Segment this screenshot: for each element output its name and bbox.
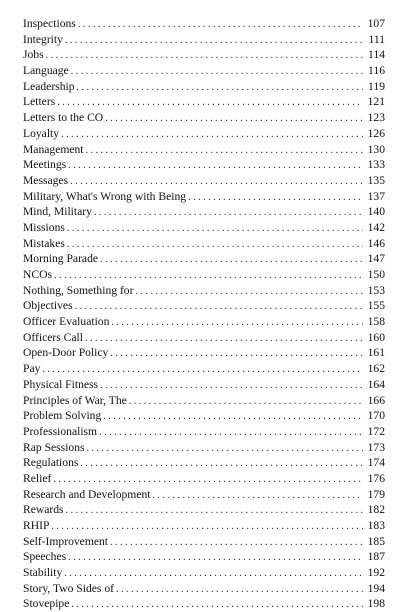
toc-entry-page: 194: [367, 581, 385, 595]
toc-entry-page: 150: [367, 268, 385, 281]
toc-entry: [23, 94, 385, 110]
toc-entry: [23, 32, 385, 48]
toc-entry-title: Principles of War, The: [23, 393, 127, 407]
toc-dot-leader: [100, 252, 363, 267]
toc-entry-page: 160: [367, 330, 385, 344]
toc-entry-title: NCOs: [23, 268, 52, 281]
toc-entry-page: 179: [367, 487, 385, 501]
toc-dot-leader: [71, 597, 363, 612]
toc-entry: [23, 220, 385, 236]
toc-entry: [23, 408, 385, 424]
toc-entry: [23, 189, 385, 205]
toc-dot-leader: [51, 519, 363, 534]
toc-entry: [23, 142, 385, 158]
toc-entry: [23, 518, 385, 534]
toc-dot-leader: [105, 111, 363, 126]
toc-entry: [23, 549, 385, 565]
toc-entry-title: Speeches: [23, 550, 67, 564]
toc-entry-title: Problem Solving: [23, 409, 102, 423]
toc-entry-page: 126: [367, 126, 385, 140]
toc-entry-page: 182: [367, 503, 385, 517]
toc-entry: [23, 330, 385, 346]
toc-entry-page: 107: [367, 17, 385, 30]
toc-entry-title: Language: [23, 64, 69, 78]
toc-dot-leader: [66, 503, 363, 518]
toc-entry-title: Self-Improvement: [23, 534, 108, 548]
toc-entry-title: Mind, Military: [23, 205, 92, 219]
toc-entry-title: Letters to the CO: [23, 111, 104, 125]
toc-entry: [23, 47, 385, 63]
toc-dot-leader: [42, 362, 363, 377]
toc-entry-title: Missions: [23, 220, 65, 234]
toc-entry-title: Integrity: [23, 32, 63, 46]
toc-dot-leader: [103, 409, 363, 424]
toc-entry-title: Leadership: [23, 79, 75, 93]
toc-dot-leader: [68, 158, 363, 173]
toc-entry: [23, 596, 385, 612]
toc-entry-page: 158: [367, 315, 385, 329]
toc-dot-leader: [99, 425, 363, 440]
toc-entry-title: Stovepipe: [23, 597, 70, 611]
toc-entry-page: 119: [368, 79, 385, 93]
toc-entry-title: Professionalism: [23, 424, 98, 438]
toc-entry-page: 155: [367, 299, 385, 313]
toc-entry-title: Relief: [23, 471, 52, 485]
toc-dot-leader: [57, 95, 363, 110]
toc-entry-title: Messages: [23, 173, 69, 187]
toc-entry-page: 173: [367, 440, 385, 454]
toc-entry-title: Rewards: [23, 503, 64, 517]
toc-dot-leader: [116, 582, 363, 597]
toc-entry-title: Open-Door Policy: [23, 346, 109, 360]
toc-entry-page: 183: [367, 519, 385, 532]
toc-dot-leader: [64, 566, 363, 581]
toc-entry: [23, 204, 385, 220]
toc-entry-title: Regulations: [23, 456, 79, 470]
toc-entry: [23, 534, 385, 550]
toc-entry-title: Morning Parade: [23, 252, 99, 266]
toc-entry-title: Officers Call: [23, 330, 83, 344]
toc-entry: [23, 157, 385, 173]
toc-dot-leader: [152, 488, 363, 503]
toc-entry-title: Letters: [23, 95, 56, 109]
toc-dot-leader: [67, 237, 363, 252]
toc-entry: [23, 455, 385, 471]
toc-dot-leader: [86, 143, 363, 158]
toc-entry-title: Rap Sessions: [23, 440, 85, 454]
toc-entry-title: Military, What's Wrong with Being: [23, 189, 187, 203]
toc-entry: [23, 581, 385, 597]
toc-dot-leader: [46, 48, 363, 63]
toc-entry-title: Meetings: [23, 158, 67, 172]
toc-entry-page: 162: [367, 362, 385, 376]
toc-dot-leader: [54, 268, 363, 283]
toc-entry-page: 121: [367, 95, 385, 109]
toc-entry: [23, 283, 385, 299]
toc-entry-page: 174: [367, 456, 385, 470]
toc-entry-title: Officer Evaluation: [23, 315, 110, 329]
toc-entry-page: 133: [367, 158, 385, 172]
toc-entry: [23, 16, 385, 32]
toc-entry-page: 123: [367, 111, 385, 125]
toc-entry: [23, 424, 385, 440]
toc-dot-leader: [80, 456, 363, 471]
toc-dot-leader: [135, 284, 363, 299]
toc-entry-page: 153: [367, 283, 385, 297]
toc-entry: [23, 79, 385, 95]
toc-entry-title: Stability: [23, 566, 63, 580]
toc-entry-page: 137: [367, 189, 385, 203]
toc-entry-page: 161: [367, 346, 385, 360]
toc-entry: [23, 110, 385, 126]
toc-entry-page: 130: [367, 142, 385, 156]
toc-entry: [23, 377, 385, 393]
toc-entry-page: 198: [367, 597, 385, 611]
toc-entry-page: 166: [367, 393, 385, 407]
toc-entry: [23, 502, 385, 518]
toc-dot-leader: [110, 346, 363, 361]
toc-dot-leader: [53, 472, 363, 487]
toc-entry-page: 116: [368, 64, 385, 78]
toc-dot-leader: [75, 299, 363, 314]
toc-entry: [23, 393, 385, 409]
toc-entry-title: Inspections: [23, 17, 76, 30]
toc-entry-page: 114: [368, 48, 385, 62]
toc-entry: [23, 487, 385, 503]
toc-entry-page: 164: [367, 377, 385, 391]
toc-entry-page: 187: [367, 550, 385, 564]
toc-entry-page: 170: [367, 409, 385, 423]
toc-entry-page: 140: [367, 205, 385, 219]
toc-entry: [23, 126, 385, 142]
toc-dot-leader: [65, 33, 363, 48]
toc-entry-title: Pay: [23, 362, 41, 376]
toc-entry: [23, 471, 385, 487]
toc-entry-title: Loyalty: [23, 126, 60, 140]
toc-entry: [23, 361, 385, 377]
toc-entry-page: 142: [367, 220, 385, 234]
toc-dot-leader: [87, 441, 363, 456]
toc-entry: [23, 440, 385, 456]
toc-entry: [23, 565, 385, 581]
toc-entry: [23, 314, 385, 330]
toc-dot-leader: [77, 80, 363, 95]
toc-entry-title: Management: [23, 142, 84, 156]
toc-dot-leader: [68, 550, 363, 565]
toc-dot-leader: [85, 331, 363, 346]
toc-entry-page: 172: [367, 424, 385, 438]
toc-dot-leader: [61, 127, 363, 142]
toc-dot-leader: [70, 174, 363, 189]
toc-dot-leader: [71, 64, 363, 79]
toc-entry-page: 146: [367, 236, 385, 250]
toc-entry-page: 192: [367, 566, 385, 580]
toc-entry: [23, 236, 385, 252]
toc-entry-page: 111: [368, 32, 385, 46]
toc-entry-page: 185: [367, 534, 385, 548]
toc-entry-page: 147: [367, 252, 385, 266]
toc-dot-leader: [100, 378, 363, 393]
toc-entry-title: Research and Development: [23, 487, 151, 501]
toc-dot-leader: [94, 205, 363, 220]
toc-entry: [23, 267, 385, 283]
toc-dot-leader: [67, 221, 363, 236]
toc-entry: [23, 345, 385, 361]
toc-entry: [23, 298, 385, 314]
toc-entry-title: Mistakes: [23, 236, 65, 250]
toc-entry-title: Nothing, Something for: [23, 283, 134, 297]
toc-entry: [23, 251, 385, 267]
toc-dot-leader: [129, 394, 363, 409]
toc-dot-leader: [111, 315, 363, 330]
toc-dot-leader: [110, 535, 363, 550]
toc-dot-leader: [78, 17, 363, 32]
toc-entry-title: Physical Fitness: [23, 377, 99, 391]
toc-entry-page: 135: [367, 173, 385, 187]
toc-entry-title: Objectives: [23, 299, 73, 313]
toc-entry-title: RHIP: [23, 519, 50, 532]
toc-entry: [23, 173, 385, 189]
toc-entry-title: Story, Two Sides of: [23, 581, 114, 595]
table-of-contents: [23, 16, 385, 612]
toc-entry-page: 176: [367, 471, 385, 485]
toc-dot-leader: [188, 190, 363, 205]
toc-entry-title: Jobs: [23, 48, 44, 62]
toc-entry: [23, 63, 385, 79]
